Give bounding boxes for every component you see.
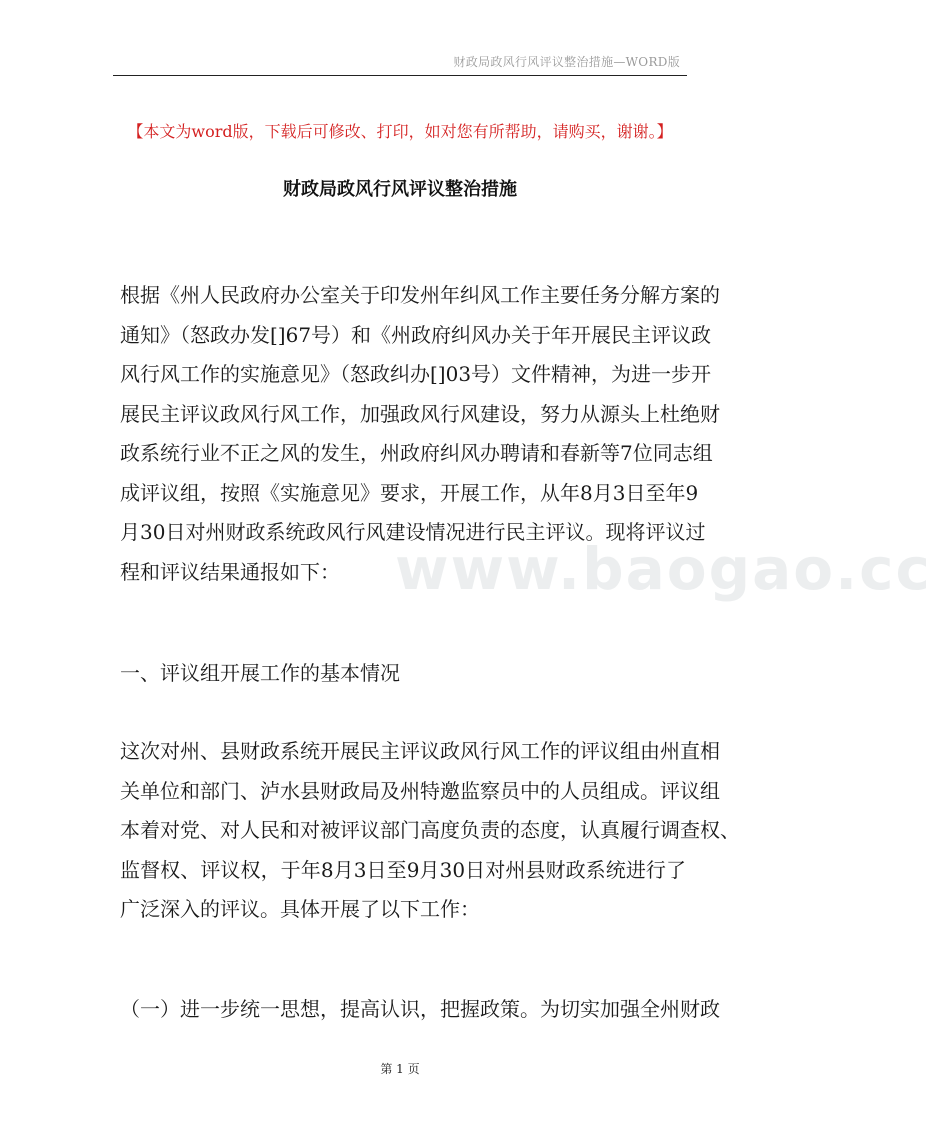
text-line: （一）进一步统一思想，提高认识，把握政策。为切实加强全州财政 xyxy=(120,997,720,1021)
purchase-notice: 【本文为word版，下载后可修改、打印，如对您有所帮助，请购买，谢谢。】 xyxy=(127,122,673,141)
text-line: 关单位和部门、泸水县财政局及州特邀监察员中的人员组成。评议组 xyxy=(120,778,720,803)
text-line: 成评议组，按照《实施意见》要求，开展工作，从年8月3日至年9 xyxy=(120,480,699,505)
text-line: 展民主评议政风行风工作，加强政风行风建设，努力从源头上杜绝财 xyxy=(120,401,720,426)
text-line: 风行风工作的实施意见》（怒政纠办[]03号）文件精神，为进一步开 xyxy=(120,362,712,386)
text-line: 月30日对州财政系统政风行风建设情况进行民主评议。现将评议过 xyxy=(120,520,706,544)
section-heading xyxy=(120,654,686,694)
document-title: 财政局政风行风评议整治措施 xyxy=(283,179,517,200)
text-line: 通知》（怒政办发[]67号）和《州政府纠风办关于年开展民主评议政 xyxy=(120,322,712,347)
text-line: 程和评议结果通报如下： xyxy=(120,559,340,584)
text-line: 根据《州人民政府办公室关于印发州年纠风工作主要任务分解方案的 xyxy=(120,283,720,307)
paragraph-subsection-one xyxy=(120,990,720,1030)
text-line: 这次对州、县财政系统开展民主评议政风行风工作的评议组由州直相 xyxy=(120,739,720,763)
text-line: 本着对党、对人民和对被评议部门高度负责的态度，认真履行调查权、 xyxy=(120,818,740,842)
text-line: 广泛深入的评议。具体开展了以下工作： xyxy=(120,897,480,921)
text-line: 政系统行业不正之风的发生，州政府纠风办聘请和春新等7位同志组 xyxy=(120,441,713,465)
text-line: 监督权、评议权，于年8月3日至9月30日对州县财政系统进行了 xyxy=(120,857,686,882)
running-header: 财政局政风行风评议整治措施—WORD版 xyxy=(453,55,680,69)
text-line: 一、评议组开展工作的基本情况 xyxy=(120,661,400,685)
page-number: 第 1 页 xyxy=(380,1062,420,1076)
paragraph-review-group xyxy=(120,732,740,930)
watermark: www.baogao.cc xyxy=(395,535,932,603)
header-rule xyxy=(113,75,687,76)
